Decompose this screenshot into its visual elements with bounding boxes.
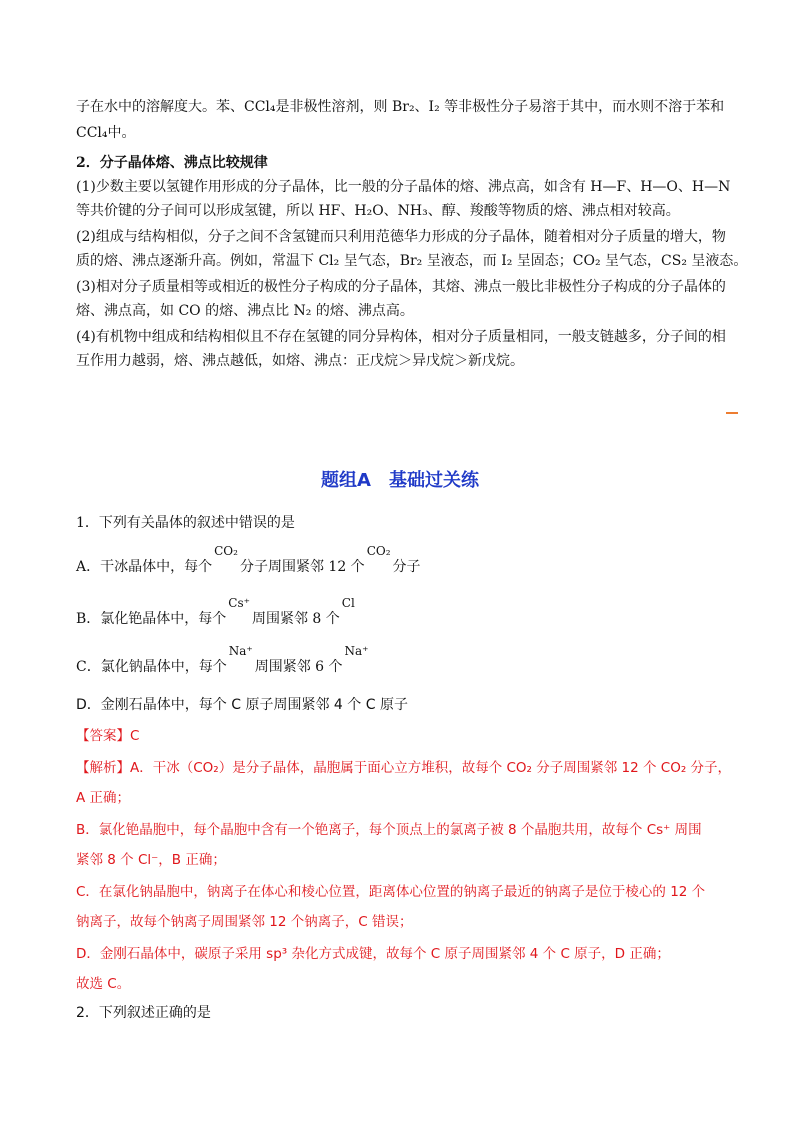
q1-option-a — [76, 544, 421, 576]
q1-a-text-mid: 分子周围紧邻 12 个 — [239, 559, 365, 575]
rule-1-line-2: 等共价键的分子间可以形成氢键，所以 HF、H₂O、NH₃、醇、羧酸等物质的熔、沸点相对较高。 — [76, 203, 680, 219]
q1-exp-line-1: 【解析】A．干冰（CO₂）是分子晶体，晶胞属于面心立方堆积，故每个 CO₂ 分子周围紧邻 12 个 CO₂ 分子， — [76, 760, 732, 776]
q1-b-formula-1: Cs⁺ — [228, 596, 250, 610]
q1-exp-line-5: C．在氯化钠晶胞中，钠离子在体心和棱心位置，距离体心位置的钠离子最近的钠离子是位于棱心的 12 个 — [76, 884, 706, 900]
rule-3-line-1: (3)相对分子质量相等或相近的极性分子构成的分子晶体，其熔、沸点一般比非极性分子构成的分子晶体的 — [76, 279, 726, 295]
q1-c-formula-2: Na⁺ — [344, 644, 369, 658]
rule-2-line-2: 质的熔、沸点逐渐升高。例如，常温下 Cl₂ 呈气态，Br₂ 呈液态，而 I₂ 呈固态；CO₂ 呈气态，CS₂ 呈液态。 — [76, 253, 748, 269]
q1-b-text-mid: 周围紧邻 8 个 — [251, 611, 340, 627]
q1-stem: 1．下列有关晶体的叙述中错误的是 — [76, 515, 295, 531]
q1-exp-line-4: 紧邻 8 个 Cl⁻，B 正确； — [76, 852, 226, 868]
q1-c-formula-1: Na⁺ — [228, 644, 253, 658]
q1-a-text: A．干冰晶体中，每个 — [76, 559, 213, 575]
rule-4-line-2: 互作用力越弱，熔、沸点越低，如熔、沸点：正戊烷＞异戊烷＞新戊烷。 — [76, 353, 524, 369]
orange-dash-mark — [726, 412, 738, 414]
q1-a-text-end: 分子 — [392, 559, 421, 575]
q1-answer: 【答案】C — [76, 728, 140, 744]
group-title: 题组A 基础过关练 — [321, 470, 479, 491]
q1-a-formula-1: CO₂ — [214, 544, 238, 558]
q1-b-formula-2: Cl — [341, 596, 355, 610]
q1-exp-line-7: D．金刚石晶体中，碳原子采用 sp³ 杂化方式成键，故每个 C 原子周围紧邻 4 个 C 原子，D 正确； — [76, 946, 670, 962]
intro-line-1: 子在水中的溶解度大。苯、CCl₄是非极性溶剂，则 Br₂、I₂ 等非极性分子易溶于其中，而水则不溶于苯和 — [76, 99, 725, 115]
q1-option-c — [76, 644, 371, 676]
q1-exp-line-2: A 正确； — [76, 790, 131, 806]
section-heading: 2．分子晶体熔、沸点比较规律 — [76, 155, 268, 171]
q1-option-d: D．金刚石晶体中，每个 C 原子周围紧邻 4 个 C 原子 — [76, 697, 408, 713]
q1-exp-line-3: B．氯化铯晶胞中，每个晶胞中含有一个铯离子，每个顶点上的氯离子被 8 个晶胞共用，故每个 Cs⁺ 周围 — [76, 822, 702, 838]
q1-c-text-mid: 周围紧邻 6 个 — [254, 659, 343, 675]
q1-exp-line-8: 故选 C。 — [76, 976, 131, 992]
q1-option-b — [76, 596, 357, 628]
rule-4-line-1: (4)有机物中组成和结构相似且不存在氢键的同分异构体，相对分子质量相同，一般支链越多，分子间的相 — [76, 329, 726, 345]
q1-a-formula-2: CO₂ — [366, 544, 391, 558]
q1-c-text: C．氯化钠晶体中，每个 — [76, 659, 227, 675]
rule-1-line-1: (1)少数主要以氢键作用形成的分子晶体，比一般的分子晶体的熔、沸点高，如含有 H—F、H—O、H—N — [76, 179, 731, 195]
rule-2-line-1: (2)组成与结构相似，分子之间不含氢键而只利用范德华力形成的分子晶体，随着相对分子质量的增大，物 — [76, 229, 726, 245]
q1-b-text: B．氯化铯晶体中，每个 — [76, 611, 227, 627]
intro-line-2: CCl₄中。 — [76, 125, 136, 141]
q1-exp-line-6: 钠离子，故每个钠离子周围紧邻 12 个钠离子，C 错误； — [76, 914, 413, 930]
q2-stem: 2．下列叙述正确的是 — [76, 1005, 211, 1021]
rule-3-line-2: 熔、沸点高，如 CO 的熔、沸点比 N₂ 的熔、沸点高。 — [76, 303, 414, 319]
